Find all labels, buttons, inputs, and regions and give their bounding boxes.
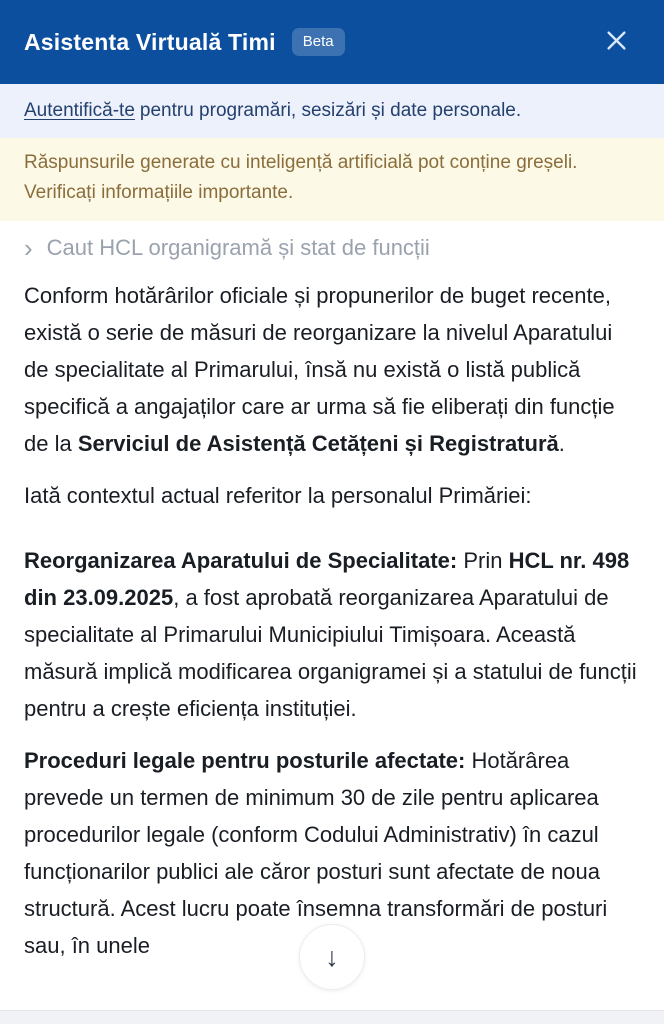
arrow-down-icon: ↓ bbox=[325, 941, 339, 972]
scroll-to-bottom-button[interactable] bbox=[299, 924, 365, 990]
ai-disclaimer-banner bbox=[0, 138, 664, 221]
close-icon bbox=[603, 27, 630, 57]
auth-banner-text: pentru programări, sesizări și date personale. bbox=[139, 100, 522, 121]
answer-text: , a fost aprobată reorganizarea Aparatului de specialitate al Primarului Municipiului Timișoara. Această măsură implică modificarea organigramei și a statului de funcții pentru a crește eficiența instituției. bbox=[24, 585, 637, 721]
ai-disclaimer-line1: Răspunsurile generate cu inteligență artificială pot conține greșeli. bbox=[24, 152, 578, 173]
answer-text: . bbox=[558, 431, 565, 456]
answer-text: Prin bbox=[457, 548, 509, 573]
assistant-answer bbox=[0, 269, 664, 964]
answer-bold-text: Serviciul de Asistență Cetățeni și Registratură bbox=[77, 431, 559, 456]
input-area-edge bbox=[0, 1010, 664, 1024]
user-query-text: Caut HCL organigramă și stat de funcții bbox=[46, 235, 430, 260]
page-title: Asistenta Virtuală Timi bbox=[24, 28, 276, 55]
chevron-right-icon: › bbox=[24, 233, 33, 263]
answer-bold-text: Proceduri legale pentru posturile afectate: bbox=[24, 748, 466, 773]
answer-paragraph: Iată contextul actual referitor la personalul Primăriei: bbox=[24, 483, 532, 508]
answer-paragraph bbox=[24, 277, 640, 462]
answer-bold-text: Reorganizarea Aparatului de Specialitate: bbox=[24, 548, 458, 573]
answer-paragraph bbox=[24, 542, 640, 727]
login-link[interactable]: Autentifică-te bbox=[24, 100, 135, 121]
close-button[interactable] bbox=[599, 23, 634, 61]
answer-bold-text: HCL nr. 498 din 23.09.2025 bbox=[24, 548, 630, 610]
answer-text: Hotărârea prevede un termen de minimum 30 de zile pentru aplicarea procedurilor legale (conform Codului Administrativ) în cazul funcționarilor publici ale căror posturi sunt afectate de noua structură. Acest lucru poate însemna transformări de posturi sau, în unele bbox=[24, 748, 608, 958]
beta-badge: Beta bbox=[292, 28, 345, 56]
header-bar bbox=[0, 0, 664, 84]
auth-banner bbox=[0, 84, 664, 138]
ai-disclaimer-line2: Verificați informațiile importante. bbox=[24, 182, 294, 203]
answer-text: Conform hotărârilor oficiale și propunerilor de buget recente, există o serie de măsuri de reorganizare la nivelul Aparatului de specialitate al Primarului, însă nu există o listă publică specifică a angajaților care ar urma să fie eliberați din funcție de la bbox=[24, 283, 615, 456]
user-query-row[interactable] bbox=[0, 221, 664, 269]
